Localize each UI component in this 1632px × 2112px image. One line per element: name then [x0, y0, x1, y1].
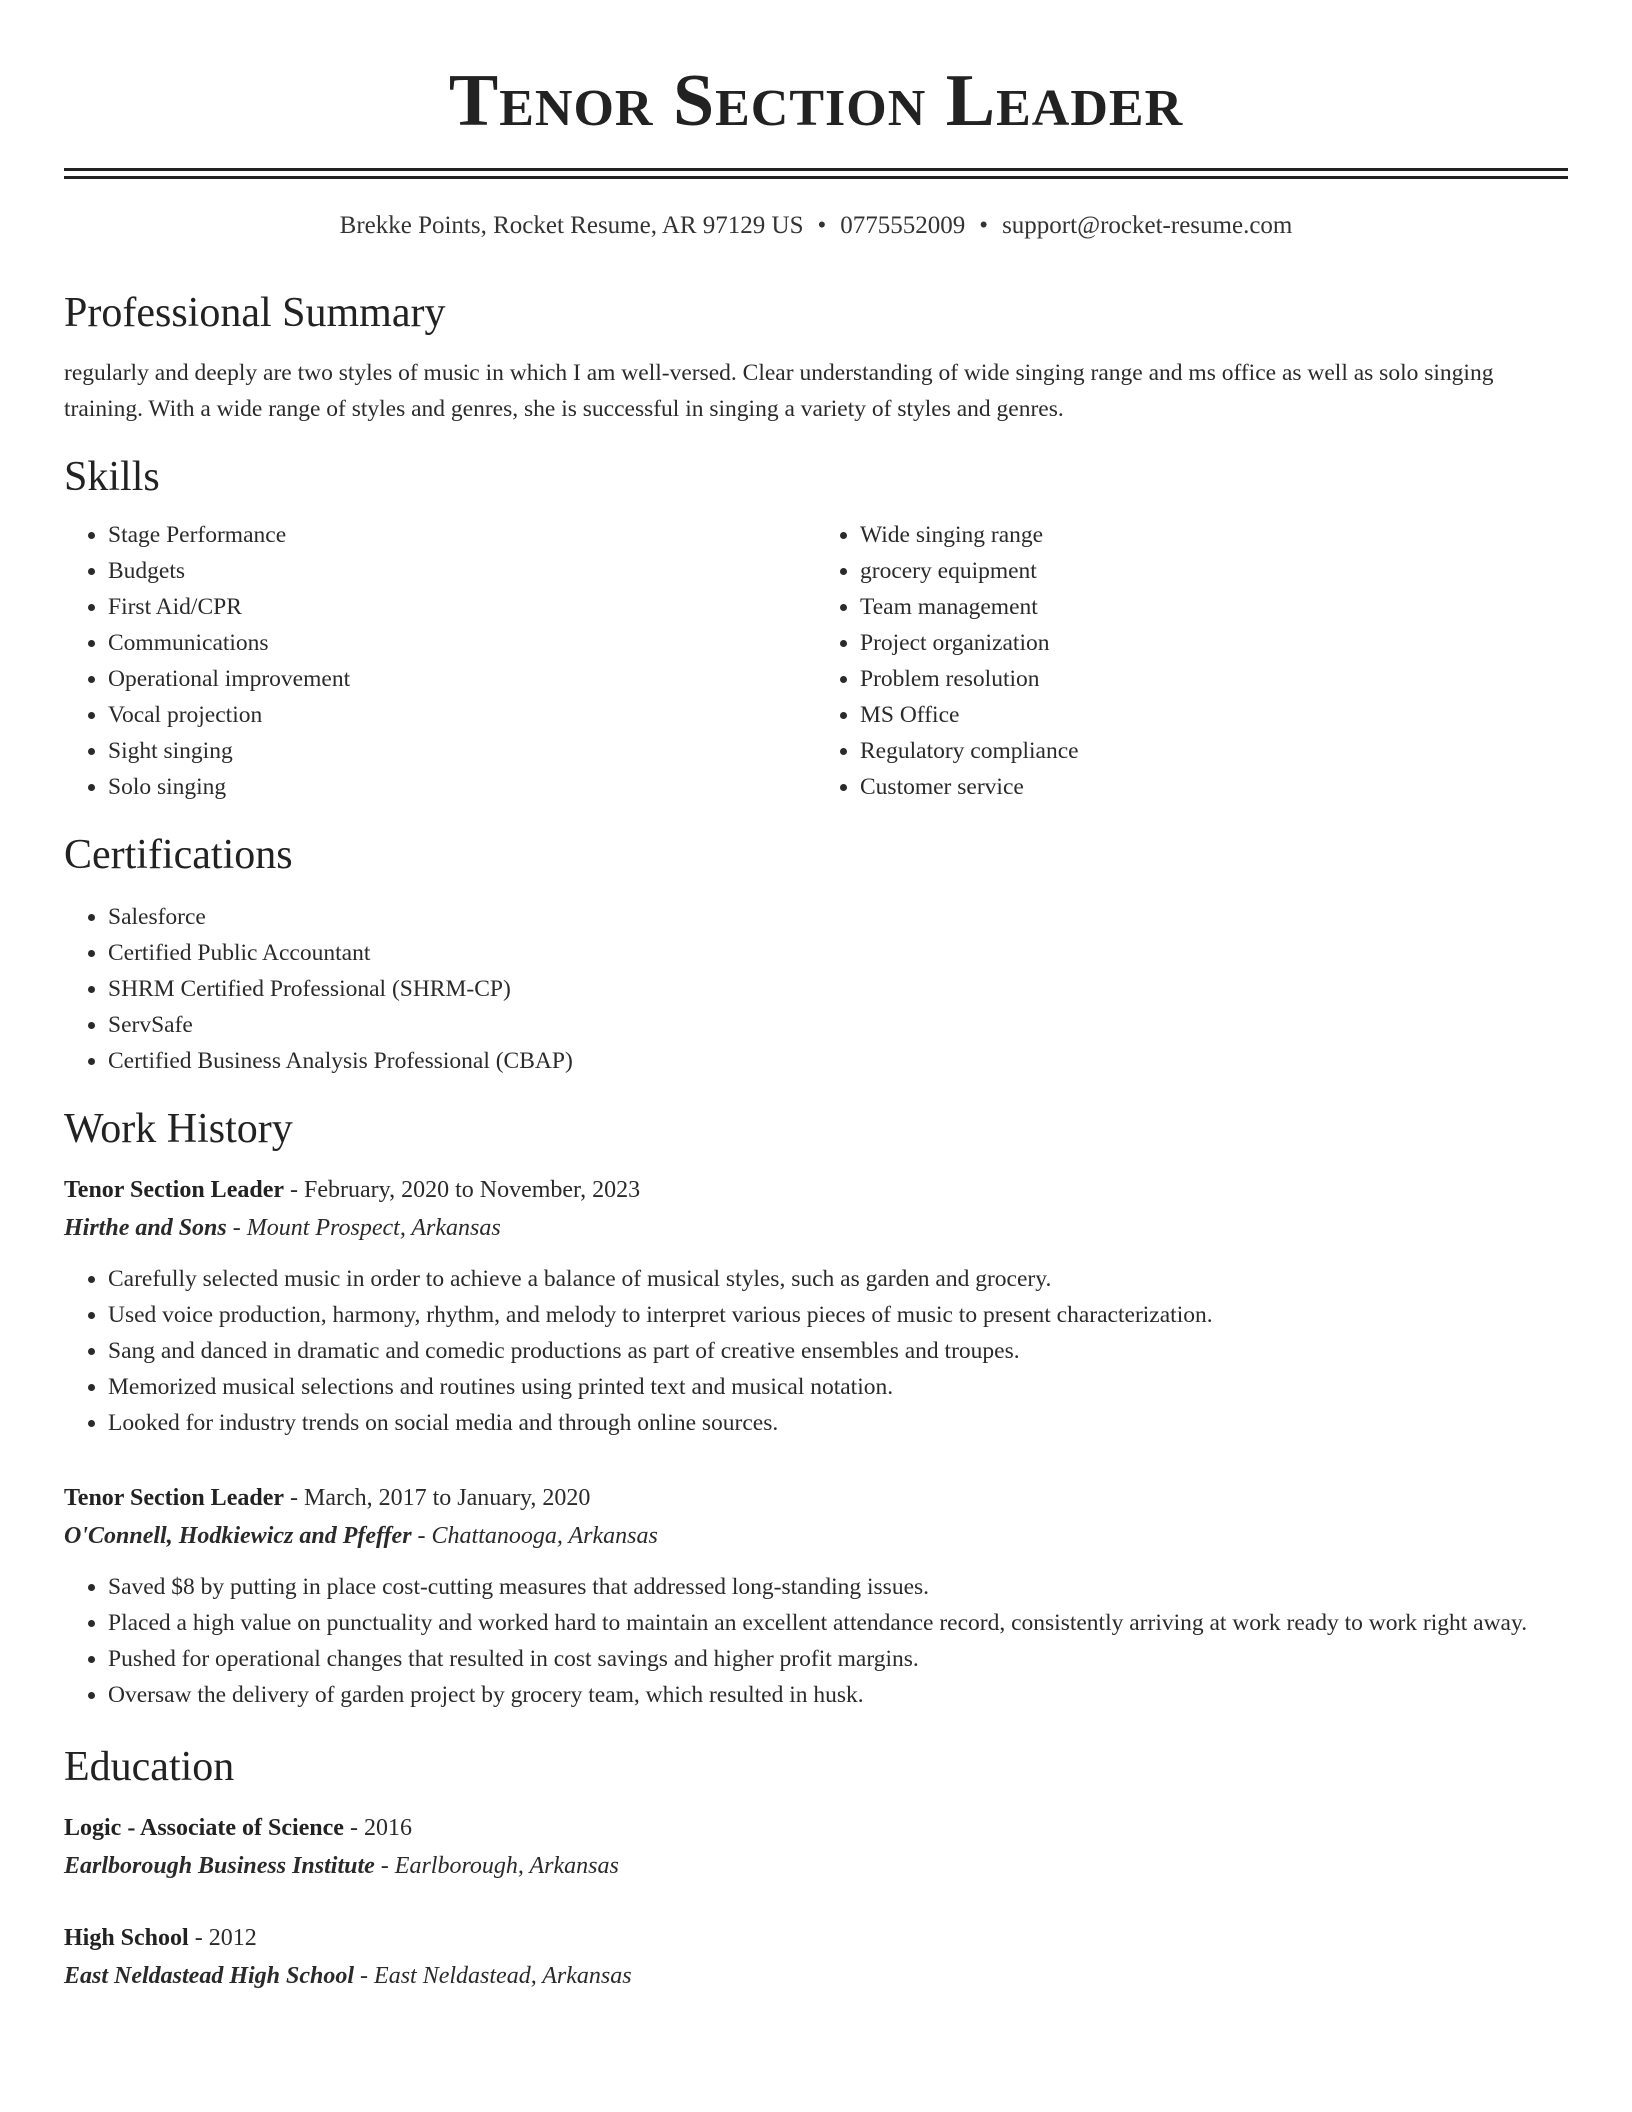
- job-company: O'Connell, Hodkiewicz and Pfeffer: [64, 1523, 412, 1549]
- job-bullet: • Pushed for operational changes that resulted in cost savings and higher profit margins.: [108, 1641, 1568, 1677]
- skill-item: • Team management: [860, 589, 1568, 625]
- job-employer-line: O'Connell, Hodkiewicz and Pfeffer - Chattanooga, Arkansas: [64, 1523, 658, 1549]
- certification-item: • Certified Business Analysis Professional (CBAP): [108, 1043, 1568, 1079]
- education-school: Earlborough Business Institute: [64, 1853, 375, 1879]
- certification-item: • SHRM Certified Professional (SHRM-CP): [108, 971, 1568, 1007]
- skill-item: • Communications: [108, 625, 816, 661]
- skill-item: • Stage Performance: [108, 517, 816, 553]
- job-bullet: • Sang and danced in dramatic and comedic productions as part of creative ensembles and troupes.: [108, 1333, 1568, 1369]
- job-dates: February, 2020 to November, 2023: [304, 1177, 641, 1203]
- job-bullets: [64, 1569, 1568, 1713]
- contact-phone: 0775552009: [840, 212, 966, 239]
- skill-item: • Problem resolution: [860, 661, 1568, 697]
- job-company: Hirthe and Sons: [64, 1215, 227, 1241]
- job-title-line: Tenor Section Leader - February, 2020 to November, 2023: [64, 1177, 641, 1203]
- job-bullets: [64, 1261, 1568, 1441]
- resume-name: Tenor Section Leader: [448, 60, 1184, 142]
- contact-email: support@rocket-resume.com: [1002, 212, 1293, 239]
- skills-heading: Skills: [64, 454, 160, 500]
- skill-item: • Budgets: [108, 553, 816, 589]
- education-degree-line: Logic - Associate of Science - 2016: [64, 1815, 412, 1841]
- job-dates: March, 2017 to January, 2020: [304, 1485, 591, 1511]
- job-employer-line: Hirthe and Sons - Mount Prospect, Arkansas: [64, 1215, 501, 1241]
- certification-item: • Certified Public Accountant: [108, 935, 1568, 971]
- contact-separator: •: [817, 212, 827, 239]
- job-bullet: • Saved $8 by putting in place cost-cutting measures that addressed long-standing issues.: [108, 1569, 1568, 1605]
- education-school-line: East Neldastead High School - East Neldastead, Arkansas: [64, 1963, 632, 1989]
- job-role: Tenor Section Leader: [64, 1485, 284, 1511]
- skill-item: • Customer service: [860, 769, 1568, 805]
- contact-separator: •: [979, 212, 989, 239]
- skill-item: • Project organization: [860, 625, 1568, 661]
- job-bullet: • Used voice production, harmony, rhythm, and melody to interpret various pieces of music to present characterization.: [108, 1297, 1568, 1333]
- job-entry: [64, 1479, 1568, 1713]
- education-year: 2012: [208, 1925, 257, 1951]
- skill-item: • grocery equipment: [860, 553, 1568, 589]
- job-bullet: • Memorized musical selections and routines using printed text and musical notation.: [108, 1369, 1568, 1405]
- skill-item: • Wide singing range: [860, 517, 1568, 553]
- education-degree: High School: [64, 1925, 189, 1951]
- certification-item: • ServSafe: [108, 1007, 1568, 1043]
- certifications-list: [64, 899, 1568, 1079]
- certifications-heading: Certifications: [64, 832, 293, 878]
- skill-item: • Regulatory compliance: [860, 733, 1568, 769]
- education-school-line: Earlborough Business Institute - Earlborough, Arkansas: [64, 1853, 619, 1879]
- job-bullet: • Oversaw the delivery of garden project by grocery team, which resulted in husk.: [108, 1677, 1568, 1713]
- job-bullet: • Looked for industry trends on social media and through online sources.: [108, 1405, 1568, 1441]
- education-entry: [64, 1809, 1568, 1885]
- job-role: Tenor Section Leader: [64, 1177, 284, 1203]
- job-entry: [64, 1171, 1568, 1441]
- education-year: 2016: [363, 1815, 412, 1841]
- job-bullet: • Carefully selected music in order to achieve a balance of musical styles, such as garden and grocery.: [108, 1261, 1568, 1297]
- skill-item: • Sight singing: [108, 733, 816, 769]
- skill-item: • Vocal projection: [108, 697, 816, 733]
- education-entry: [64, 1919, 1568, 1995]
- education-heading: Education: [64, 1744, 235, 1790]
- skills-list-left: [64, 517, 816, 805]
- job-location: Chattanooga, Arkansas: [431, 1523, 658, 1549]
- certification-item: • Salesforce: [108, 899, 1568, 935]
- skill-item: • Solo singing: [108, 769, 816, 805]
- work-history-heading: Work History: [64, 1106, 293, 1152]
- summary-heading: Professional Summary: [64, 290, 446, 336]
- skill-item: • Operational improvement: [108, 661, 816, 697]
- skill-item: • First Aid/CPR: [108, 589, 816, 625]
- skills-list-right: [816, 517, 1568, 805]
- header-double-rule: [64, 168, 1568, 179]
- contact-address: Brekke Points, Rocket Resume, AR 97129 US: [339, 212, 804, 239]
- education-degree-line: High School - 2012: [64, 1925, 257, 1951]
- job-title-line: Tenor Section Leader - March, 2017 to January, 2020: [64, 1485, 591, 1511]
- summary-text: regularly and deeply are two styles of music in which I am well-versed. Clear understanding of wide singing range and ms office as well as solo singing training. With a wide range of styles and genres, she is successful in singing a variety of styles and genres.: [64, 360, 1494, 422]
- education-school: East Neldastead High School: [64, 1963, 355, 1989]
- skill-item: • MS Office: [860, 697, 1568, 733]
- education-location: Earlborough, Arkansas: [394, 1853, 619, 1879]
- job-bullet: • Placed a high value on punctuality and worked hard to maintain an excellent attendance record, consistently arriving at work ready to work right away.: [108, 1605, 1568, 1641]
- contact-line: [64, 209, 1568, 243]
- skills-columns: [64, 517, 1568, 805]
- job-location: Mount Prospect, Arkansas: [246, 1215, 501, 1241]
- education-degree: Logic - Associate of Science: [64, 1815, 344, 1841]
- education-location: East Neldastead, Arkansas: [374, 1963, 632, 1989]
